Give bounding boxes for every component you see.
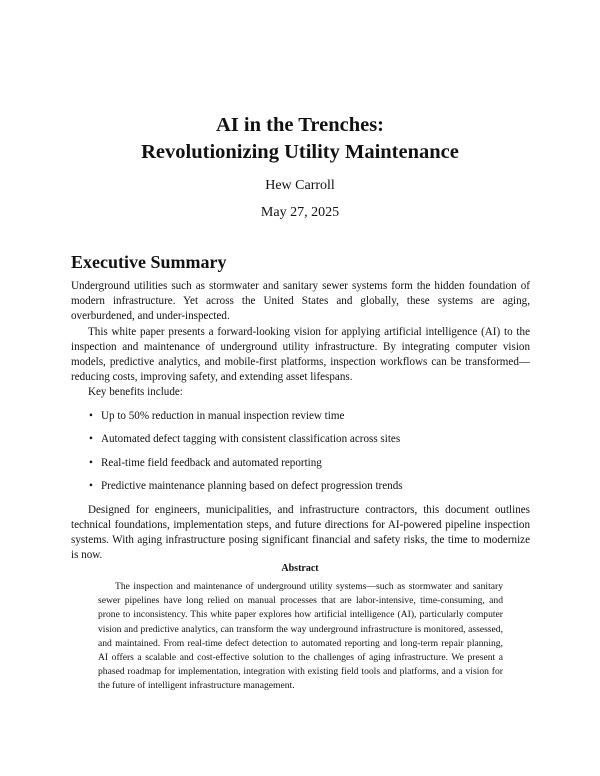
bullet-icon: • (89, 456, 93, 469)
paper-title (0, 112, 600, 166)
section-heading-executive-summary: Executive Summary (71, 252, 227, 272)
benefits-intro: Key benefits include: (88, 386, 183, 399)
executive-summary-body (71, 279, 530, 563)
bullet-icon: • (89, 480, 93, 493)
list-item (71, 456, 530, 471)
benefits-list (71, 409, 530, 495)
summary-paragraph-2: This white paper presents a forward-looking vision for applying artificial intelligence (AI) to the inspection and maintenance of underground utility infrastructure. By integrating computer vision models, predictive analytics, and mobile-first platforms, inspection workflows can be transformed—reducing costs, improving safety, and extending asset lifespans. (71, 325, 530, 384)
benefit-text: Automated defect tagging with consistent classification across sites (101, 433, 401, 446)
publication-date: May 27, 2025 (260, 205, 340, 220)
list-item (71, 479, 530, 494)
benefit-text: Predictive maintenance planning based on defect progression trends (101, 480, 403, 493)
summary-paragraph-3: Designed for engineers, municipalities, and infrastructure contractors, this document outlines technical foundations, implementation steps, and future directions for AI-powered pipeline inspection systems. With aging infrastructure posing significant financial and safety risks, the time to modernize is now. (71, 503, 530, 562)
benefit-text: Up to 50% reduction in manual inspection review time (101, 409, 345, 422)
benefit-text: Real-time field feedback and automated reporting (101, 456, 322, 469)
author-name: Hew Carroll (265, 178, 335, 193)
list-item (71, 409, 530, 424)
abstract-text: The inspection and maintenance of underground utility systems—such as stormwater and sanitary sewer pipelines have long relied on manual processes that are labor-intensive, time-consuming, and prone to inconsistency. This white paper explores how artificial intelligence (AI), particularly computer vision and predictive analytics, can transform the way underground infrastructure is monitored, assessed, and maintained. From real-time defect detection to automated reporting and long-term repair planning, AI offers a scalable and cost-effective solution to the challenges of aging infrastructure. We present a phased roadmap for implementation, integration with existing field tools and platforms, and a vision for the future of intelligent infrastructure management. (98, 581, 503, 692)
bullet-icon: • (89, 409, 93, 422)
title-line-2: Revolutionizing Utility Maintenance (141, 141, 459, 163)
abstract-heading: Abstract (281, 563, 319, 574)
summary-paragraph-1: Underground utilities such as stormwater and sanitary sewer systems form the hidden foundation of modern infrastructure. Yet across the United States and globally, these systems are aging, overburdened, and under-inspected. (71, 280, 530, 323)
title-line-1: AI in the Trenches: (216, 114, 384, 136)
list-item (71, 432, 530, 447)
bullet-icon: • (89, 433, 93, 446)
